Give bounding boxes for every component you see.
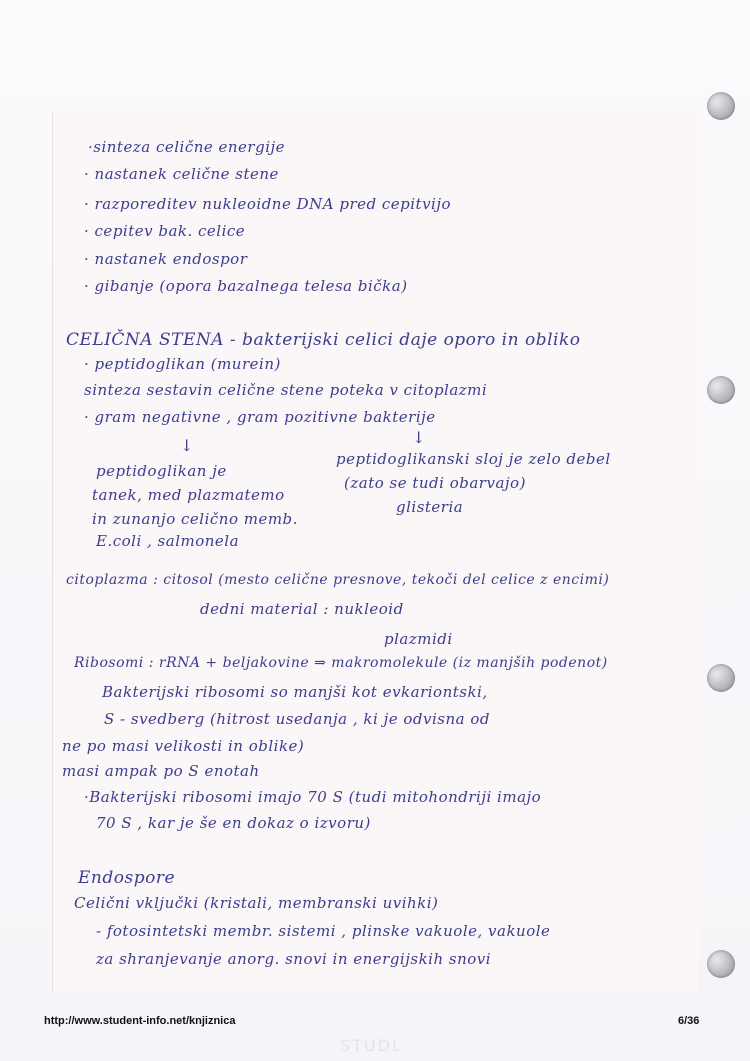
section-heading: Endospore xyxy=(78,868,176,888)
note-line: Ribosomi : rRNA + beljakovine ⇒ makromolekule (iz manjših podenot) xyxy=(74,655,608,671)
note-line: plazmidi xyxy=(384,630,453,648)
note-line: ·sinteza celične energije xyxy=(88,138,286,156)
note-line: · nastanek celične stene xyxy=(84,165,279,183)
note-line: · gibanje (opora bazalnega telesa bička) xyxy=(84,277,408,295)
note-line: S - svedberg (hitrost usedanja , ki je odvisna od xyxy=(104,710,490,728)
section-heading: CELIČNA STENA - bakterijski celici daje oporo in obliko xyxy=(66,330,581,350)
footer-url: http://www.student-info.net/knjiznica xyxy=(44,1015,236,1027)
note-line: citoplazma : citosol (mesto celične presnove, tekoči del celice z encimi) xyxy=(66,572,610,588)
note-line: · peptidoglikan (murein) xyxy=(84,355,281,373)
note-line: za shranjevanje anorg. snovi in energijskih snovi xyxy=(96,950,492,968)
note-line: ·Bakterijski ribosomi imajo 70 S (tudi mitohondriji imajo xyxy=(84,788,542,806)
note-line: 70 S , kar je še en dokaz o izvoru) xyxy=(96,814,371,832)
note-line: · gram negativne , gram pozitivne bakterije xyxy=(84,408,436,426)
note-line: dedni material : nukleoid xyxy=(200,600,404,618)
down-arrow-icon: ↓ xyxy=(412,428,426,447)
note-line: - fotosintetski membr. sistemi , plinske vakuole, vakuole xyxy=(96,922,551,940)
watermark-logo: STUDL xyxy=(340,1036,403,1055)
note-line: · nastanek endospor xyxy=(84,250,248,268)
page-number: 6/36 xyxy=(678,1015,700,1027)
note-line: peptidoglikanski sloj je zelo debel xyxy=(336,450,611,468)
punch-hole xyxy=(707,376,735,404)
punch-hole xyxy=(707,92,735,120)
note-line: in zunanjo celično memb. xyxy=(92,510,298,528)
note-line: · cepitev bak. celice xyxy=(84,222,246,240)
punch-hole xyxy=(707,664,735,692)
note-line: tanek, med plazmatemo xyxy=(92,486,285,504)
note-line: (zato se tudi obarvajo) xyxy=(344,474,526,492)
note-line: · razporeditev nukleoidne DNA pred cepitvijo xyxy=(84,195,452,213)
note-line: glisteria xyxy=(396,498,464,516)
down-arrow-icon: ↓ xyxy=(180,436,194,455)
notebook-paper xyxy=(52,112,698,992)
note-line: sinteza sestavin celične stene poteka v citoplazmi xyxy=(84,381,488,399)
note-line: Bakterijski ribosomi so manjši kot evkariontski, xyxy=(102,683,488,701)
note-line: peptidoglikan je xyxy=(96,462,227,480)
punch-hole xyxy=(707,950,735,978)
note-line: ne po masi velikosti in oblike) xyxy=(62,737,305,755)
note-line: Celični vključki (kristali, membranski uvihki) xyxy=(74,894,439,912)
note-line: E.coli , salmonela xyxy=(96,532,240,550)
note-line: masi ampak po S enotah xyxy=(62,762,260,780)
